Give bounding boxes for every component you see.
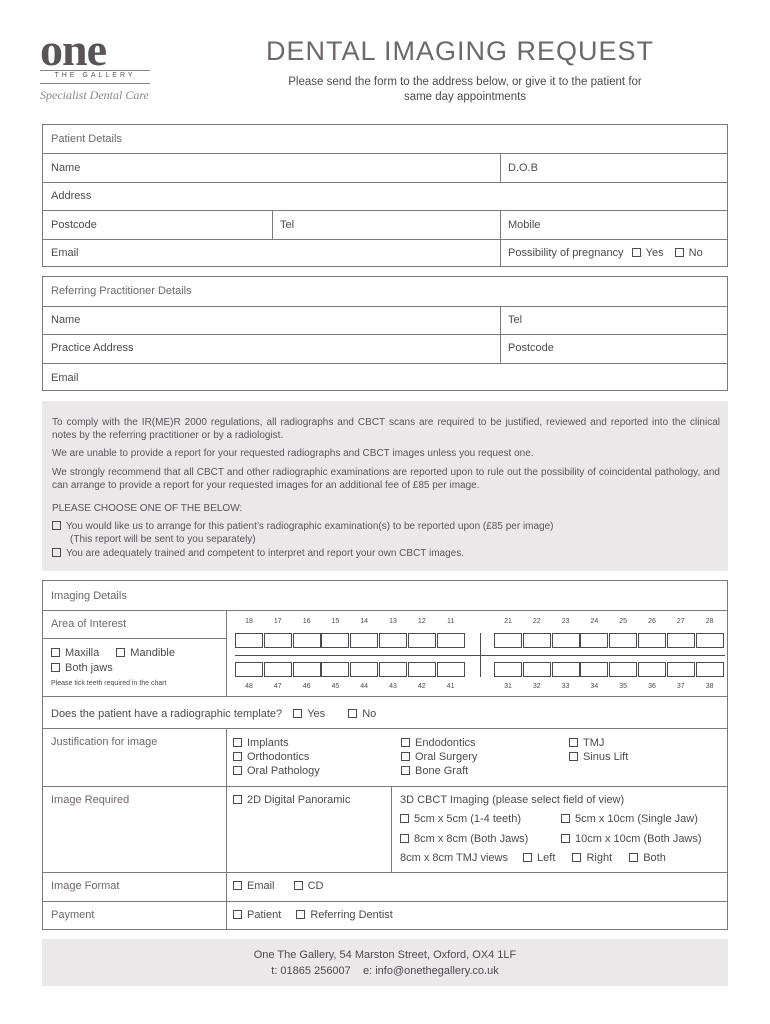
patient-dob-field[interactable]: D.O.B: [508, 162, 538, 174]
template-question: [51, 708, 376, 720]
option-label: Left: [537, 852, 556, 864]
section-title: Patient Details: [51, 133, 122, 145]
logo-divider: [40, 70, 150, 71]
just-sinus-lift: [569, 751, 628, 763]
option-label: You would like us to arrange for this patient’s radiographic examination(s) to be reported upon (£85 per image): [66, 521, 554, 532]
patient-name-field[interactable]: Name: [51, 162, 81, 174]
fov-5x5: [400, 813, 521, 825]
tooth-number-upper-right: 18: [245, 618, 253, 625]
logo-subtitle: THE GALLERY: [54, 72, 136, 79]
pregnancy-no-checkbox[interactable]: [675, 248, 684, 257]
section-title: Referring Practitioner Details: [51, 285, 192, 297]
practice-address-field[interactable]: Practice Address: [51, 342, 134, 354]
implants-checkbox[interactable]: [233, 738, 242, 747]
tooth-number-upper-left: 25: [619, 618, 628, 625]
option-label: Oral Surgery: [415, 751, 478, 763]
footer-contact: t: 01865 256007 e: info@onethegallery.co.uk: [271, 965, 499, 977]
payment-referring-checkbox[interactable]: [296, 910, 305, 919]
payment-label: Payment: [51, 909, 95, 921]
tooth-cell-upper-right[interactable]: [264, 633, 292, 648]
option-label: Bone Graft: [415, 765, 469, 777]
tooth-cell-lower-right[interactable]: [379, 662, 407, 677]
tooth-number-upper-right: 12: [417, 618, 426, 625]
option-label: Orthodontics: [247, 751, 310, 763]
option-label: Sinus Lift: [583, 751, 629, 763]
option-label: Both: [643, 852, 666, 864]
footer-address: One The Gallery, 54 Marston Street, Oxford, OX4 1LF: [253, 949, 517, 961]
sinus-lift-checkbox[interactable]: [569, 752, 578, 761]
just-bone-graft: [401, 765, 468, 777]
panoramic-checkbox[interactable]: [233, 795, 242, 804]
just-endodontics: [401, 737, 476, 749]
yes-label: Yes: [307, 708, 326, 720]
tooth-number-upper-left: 21: [504, 618, 512, 625]
option-label: Patient: [247, 909, 282, 921]
tooth-cell-upper-right[interactable]: [293, 633, 321, 648]
tooth-cell-lower-left[interactable]: [552, 662, 580, 677]
tooth-cell-upper-left[interactable]: [667, 633, 695, 648]
referrer-name-field[interactable]: Name: [51, 314, 81, 326]
yes-label: Yes: [645, 247, 664, 259]
just-tmj: [569, 737, 604, 749]
maxilla-option: [51, 647, 175, 659]
tooth-number-upper-right: 13: [389, 618, 397, 625]
tooth-number-lower-right: 48: [245, 683, 253, 690]
tooth-cell-upper-right[interactable]: [350, 633, 378, 648]
tooth-cell-lower-right[interactable]: [321, 662, 349, 677]
logo-divider: [40, 83, 150, 84]
tooth-cell-upper-left[interactable]: [552, 633, 580, 648]
format-cd-checkbox[interactable]: [294, 881, 303, 890]
tooth-number-upper-left: 28: [705, 618, 714, 625]
logo-wordmark: one: [40, 24, 106, 75]
page-subtitle: [245, 75, 685, 105]
image-format-label: Image Format: [51, 880, 120, 892]
tooth-number-upper-left: 26: [648, 618, 656, 625]
option-label: Email: [247, 880, 275, 892]
tooth-number-lower-right: 46: [302, 683, 311, 690]
fov-8x8: [400, 833, 528, 845]
tooth-number-lower-left: 31: [504, 683, 512, 690]
notice-option-2: [52, 547, 720, 560]
just-oral-surgery: [401, 751, 477, 763]
tooth-cell-lower-right[interactable]: [264, 662, 292, 677]
tooth-cell-upper-left[interactable]: [609, 633, 637, 648]
tooth-cell-lower-left[interactable]: [523, 662, 551, 677]
tooth-cell-lower-left[interactable]: [494, 662, 522, 677]
tooth-cell-lower-left[interactable]: [609, 662, 637, 677]
subtitle-line: same day appointments: [403, 91, 527, 103]
tooth-cell-upper-left[interactable]: [494, 633, 522, 648]
tmj-right-checkbox[interactable]: [572, 853, 581, 862]
tooth-cell-lower-left[interactable]: [667, 662, 695, 677]
tooth-number-upper-left: 27: [676, 618, 685, 625]
tmj-views-label: 8cm x 8cm TMJ views: [400, 852, 508, 864]
just-orthodontics: [233, 751, 309, 763]
option-label: 2D Digital Panoramic: [247, 794, 351, 806]
oral-surgery-checkbox[interactable]: [401, 752, 410, 761]
option-label: TMJ: [583, 737, 605, 749]
tooth-number-upper-right: 11: [446, 618, 455, 625]
tooth-number-lower-right: 41: [446, 683, 455, 690]
option-label: 8cm x 8cm (Both Jaws): [414, 833, 529, 845]
patient-details-section: [42, 124, 728, 267]
payment-patient-checkbox[interactable]: [233, 910, 242, 919]
tooth-number-lower-left: 33: [561, 683, 570, 690]
tmj-left-checkbox[interactable]: [523, 853, 532, 862]
notice-choose: PLEASE CHOOSE ONE OF THE BELOW:: [52, 503, 243, 514]
oral-pathology-checkbox[interactable]: [233, 766, 242, 775]
orthodontics-checkbox[interactable]: [233, 752, 242, 761]
tooth-cell-lower-right[interactable]: [437, 662, 465, 677]
option-label: 5cm x 10cm (Single Jaw): [575, 813, 698, 825]
option-label: Referring Dentist: [310, 909, 393, 921]
tooth-number-upper-right: 16: [302, 618, 311, 625]
tooth-cell-lower-right[interactable]: [350, 662, 378, 677]
tooth-cell-lower-right[interactable]: [235, 662, 263, 677]
tooth-number-lower-right: 43: [389, 683, 397, 690]
tooth-number-lower-right: 42: [417, 683, 426, 690]
patient-mobile-field[interactable]: Mobile: [508, 219, 541, 231]
option-label: CD: [307, 880, 324, 892]
endodontics-checkbox[interactable]: [401, 738, 410, 747]
just-oral-pathology: [233, 765, 320, 777]
tooth-number-lower-right: 47: [273, 683, 282, 690]
tick-note: Please tick teeth required in the chart: [51, 680, 167, 687]
patient-address-field[interactable]: Address: [51, 190, 92, 202]
template-yes-checkbox[interactable]: [293, 709, 302, 718]
tooth-number-upper-left: 23: [561, 618, 570, 625]
option-label: You are adequately trained and competent to interpret and report your own CBCT images.: [66, 548, 465, 559]
tooth-number-lower-left: 35: [619, 683, 628, 690]
mandible-label: Mandible: [130, 647, 175, 659]
both-jaws-checkbox[interactable]: [51, 663, 60, 672]
tooth-cell-lower-left[interactable]: [580, 662, 608, 677]
option-label: Right: [586, 852, 613, 864]
notice-option-1: [52, 520, 720, 533]
cbct-heading: 3D CBCT Imaging (please select field of view): [400, 794, 625, 806]
tooth-cell-lower-right[interactable]: [408, 662, 436, 677]
tooth-number-upper-left: 22: [532, 618, 541, 625]
section-title: Imaging Details: [51, 590, 127, 602]
tooth-number-lower-left: 32: [532, 683, 541, 690]
option-label: Oral Pathology: [247, 765, 320, 777]
template-question-label: Does the patient have a radiographic template?: [51, 708, 283, 720]
tooth-number-upper-left: 24: [590, 618, 599, 625]
both-jaws-option: [51, 662, 113, 674]
tooth-cell-upper-right[interactable]: [321, 633, 349, 648]
both-jaws-label: Both jaws: [65, 662, 113, 674]
pregnancy-label: Possibility of pregnancy: [508, 247, 624, 259]
tmj-views: [400, 852, 666, 864]
fov-10x10: [561, 833, 702, 845]
template-no-checkbox[interactable]: [348, 709, 357, 718]
tooth-cell-lower-left[interactable]: [696, 662, 724, 677]
tooth-cell-upper-right[interactable]: [437, 633, 465, 648]
tooth-cell-upper-right[interactable]: [235, 633, 263, 648]
tooth-cell-upper-left[interactable]: [580, 633, 608, 648]
option-label: 5cm x 5cm (1-4 teeth): [414, 813, 521, 825]
maxilla-checkbox[interactable]: [51, 648, 60, 657]
patient-email-field[interactable]: Email: [51, 247, 79, 259]
format-options: [233, 880, 323, 892]
justification-label: Justification for image: [51, 736, 158, 748]
tmj-checkbox[interactable]: [569, 738, 578, 747]
fov-8x8-checkbox[interactable]: [400, 834, 409, 843]
just-implants: [233, 737, 289, 749]
tooth-number-lower-left: 38: [705, 683, 714, 690]
tooth-number-upper-right: 17: [273, 618, 282, 625]
imaging-details-section: [42, 580, 728, 930]
subtitle-line: Please send the form to the address below, or give it to the patient for: [288, 76, 642, 88]
referrer-postcode-field[interactable]: Postcode: [508, 342, 554, 354]
notice-paragraph: We are unable to provide a report for your requested radiographs and CBCT images unless you request one.: [52, 448, 534, 459]
chart-midline-vertical: [480, 633, 481, 677]
option-label: Implants: [247, 737, 289, 749]
tooth-cell-upper-right[interactable]: [379, 633, 407, 648]
tooth-cell-upper-left[interactable]: [638, 633, 666, 648]
format-email-checkbox[interactable]: [233, 881, 242, 890]
tooth-number-upper-right: 14: [360, 618, 369, 625]
footer: [42, 939, 728, 986]
pregnancy-yes-checkbox[interactable]: [632, 248, 641, 257]
fov-5x5-checkbox[interactable]: [400, 814, 409, 823]
tooth-cell-lower-left[interactable]: [638, 662, 666, 677]
no-label: No: [688, 247, 703, 259]
tooth-number-upper-right: 15: [331, 618, 340, 625]
fov-10x10-checkbox[interactable]: [561, 834, 570, 843]
referrer-email-field[interactable]: Email: [51, 372, 79, 384]
tooth-number-lower-right: 45: [331, 683, 340, 690]
tooth-number-lower-right: 44: [360, 683, 369, 690]
option-label: Endodontics: [415, 737, 476, 749]
bone-graft-checkbox[interactable]: [401, 766, 410, 775]
tooth-cell-upper-right[interactable]: [408, 633, 436, 648]
notice-paragraph: To comply with the IR(ME)R 2000 regulations, all radiographs and CBCT scans are required to be justified, reviewed and reported into the clinical notes by the referring practitioner or by a radiologist.: [52, 417, 720, 441]
panoramic-option: [233, 794, 350, 806]
payment-options: [233, 909, 393, 921]
image-required-label: Image Required: [51, 794, 130, 806]
no-label: No: [362, 708, 377, 720]
tooth-number-lower-left: 36: [648, 683, 656, 690]
tmj-both-checkbox[interactable]: [629, 853, 638, 862]
logo-tagline: Specialist Dental Care: [40, 88, 149, 102]
mandible-checkbox[interactable]: [116, 648, 125, 657]
report-option-checkbox[interactable]: [52, 521, 61, 530]
patient-tel-field[interactable]: Tel: [280, 219, 295, 231]
option-label: 10cm x 10cm (Both Jaws): [575, 833, 702, 845]
fov-5x10: [561, 813, 698, 825]
pregnancy-question: [508, 247, 703, 259]
notice-paragraph: We strongly recommend that all CBCT and other radiographic examinations are reported upon to rule out the possibility of coincidental pathology, and can arrange to provide a report for your requested images for an additional fee of £85 per image.: [52, 467, 720, 491]
referrer-tel-field[interactable]: Tel: [508, 314, 523, 326]
tooth-cell-upper-left[interactable]: [523, 633, 551, 648]
tooth-cell-upper-left[interactable]: [696, 633, 724, 648]
tooth-cell-lower-right[interactable]: [293, 662, 321, 677]
tooth-number-lower-left: 37: [676, 683, 685, 690]
area-of-interest-label: Area of Interest: [51, 618, 127, 630]
self-report-option-checkbox[interactable]: [52, 548, 61, 557]
fov-5x10-checkbox[interactable]: [561, 814, 570, 823]
maxilla-label: Maxilla: [65, 647, 100, 659]
page-title: DENTAL IMAGING REQUEST: [265, 36, 655, 66]
tooth-number-lower-left: 34: [590, 683, 599, 690]
option-note: (This report will be sent to you separately): [70, 534, 256, 545]
referrer-section: [42, 276, 728, 391]
patient-postcode-field[interactable]: Postcode: [51, 219, 97, 231]
